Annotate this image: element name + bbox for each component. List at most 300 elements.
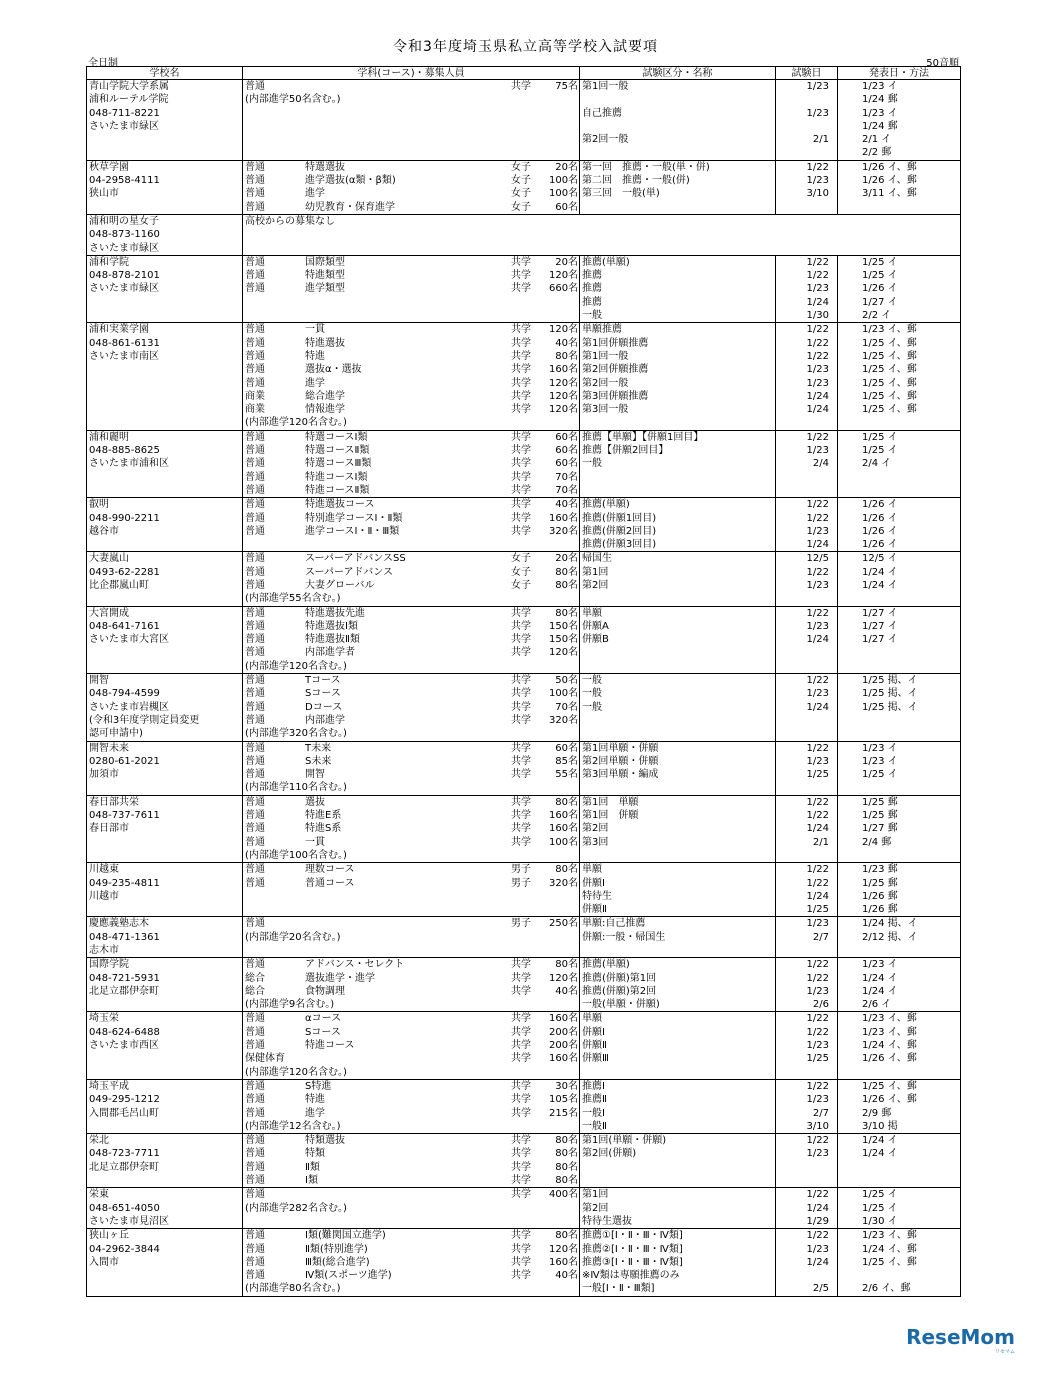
announcement: 1/23 イ xyxy=(862,81,898,92)
exam-date: 1/23 xyxy=(806,283,829,295)
exam-name: 第1回 xyxy=(582,1189,609,1201)
department-type: 普通 xyxy=(245,1243,265,1255)
school-info-cell xyxy=(87,1229,243,1296)
header-row xyxy=(87,67,961,80)
school-row xyxy=(87,430,961,497)
student-gender: 共学 xyxy=(511,364,531,376)
announcement-cell xyxy=(838,1188,961,1229)
exam-date: 1/22 xyxy=(806,810,829,822)
exam-date xyxy=(776,93,837,106)
exam-name-cell xyxy=(580,1188,776,1229)
department-cell xyxy=(243,917,580,958)
course-name: 進学コースⅠ・Ⅱ・Ⅲ類 xyxy=(305,525,400,537)
exam-date: 1/30 xyxy=(806,310,829,322)
capacity: 60名 xyxy=(555,445,578,457)
header-exam: 試験区分・名称 xyxy=(580,67,776,80)
course-name: Tコース xyxy=(305,675,341,687)
school-info-cell xyxy=(87,214,243,255)
capacity: 80名 xyxy=(555,1161,578,1173)
exam-name-cell xyxy=(580,958,776,1012)
exam-date-cell xyxy=(776,160,838,214)
exam-date-cell xyxy=(776,795,838,862)
department-type: 普通 xyxy=(245,471,265,483)
school-info-line: 048-723-7711 xyxy=(89,1148,160,1160)
school-info-cell xyxy=(87,741,243,795)
exam-name: 一般(単願・併願) xyxy=(582,999,660,1011)
exam-name: 第2回 xyxy=(582,1202,609,1214)
exam-name: 第2回一般 xyxy=(582,377,629,389)
student-gender: 共学 xyxy=(511,484,531,496)
exam-date: 1/22 xyxy=(806,742,829,754)
exam-date: 1/25 xyxy=(806,904,829,916)
school-row xyxy=(87,863,961,917)
course-name: Ⅳ類(スポーツ進学) xyxy=(305,1270,392,1282)
course-name: 選抜 xyxy=(305,796,325,808)
course-name: 一貫 xyxy=(305,836,325,848)
exam-date-cell xyxy=(776,552,838,606)
course-name: 特進 xyxy=(305,1094,325,1106)
announcement: 1/25 イ xyxy=(862,445,898,457)
student-gender: 共学 xyxy=(511,647,531,659)
announcement: 2/6 イ xyxy=(862,999,892,1011)
document-title: 令和3年度埼玉県私立高等学校入試要項 xyxy=(393,39,658,55)
student-gender: 共学 xyxy=(511,675,531,687)
exam-name: 一般Ⅰ xyxy=(582,1107,605,1119)
announcement: 1/25 イ、郵 xyxy=(862,404,917,416)
exam-date: 1/22 xyxy=(806,1080,829,1092)
course-name: 特進類型 xyxy=(305,270,345,282)
department-line xyxy=(243,566,579,579)
exam-date: 1/22 xyxy=(806,1013,829,1025)
student-gender: 女子 xyxy=(511,566,531,578)
school-row xyxy=(87,674,961,741)
department-line xyxy=(243,512,579,525)
exam-date: 2/7 xyxy=(812,1107,829,1119)
course-name: Sコース xyxy=(305,1026,341,1038)
exam-date: 1/22 xyxy=(806,499,829,511)
department-line xyxy=(243,350,579,363)
exam-date: 1/22 xyxy=(806,607,829,619)
department-type: 普通 xyxy=(245,1080,265,1092)
exam-name: 単願:自己推薦 xyxy=(582,918,646,930)
announcement-cell xyxy=(838,498,961,552)
school-name: 狭山ヶ丘 xyxy=(89,1230,129,1242)
department-note: (内部進学282名含む。) xyxy=(245,1202,347,1214)
announcement: 2/6 イ、郵 xyxy=(862,1283,911,1295)
department-line xyxy=(243,822,579,835)
department-type: 普通 xyxy=(245,864,265,876)
school-info-line: さいたま市緑区 xyxy=(89,242,159,254)
course-name: 進学類型 xyxy=(305,283,345,295)
capacity: 320名 xyxy=(549,525,579,537)
exam-date: 1/22 xyxy=(806,256,829,268)
exam-date-cell xyxy=(776,741,838,795)
exam-date: 3/10 xyxy=(806,188,829,200)
capacity: 120名 xyxy=(549,972,579,984)
school-row xyxy=(87,1188,961,1229)
course-name: 大妻グローバル xyxy=(305,579,375,591)
exam-name: 併願Ⅱ xyxy=(582,904,607,916)
exam-date: 2/6 xyxy=(812,999,829,1011)
student-gender: 共学 xyxy=(511,431,531,443)
school-info-cell xyxy=(87,160,243,214)
course-name: 国際類型 xyxy=(305,256,345,268)
capacity: 80名 xyxy=(555,350,578,362)
school-info-line: 048-885-8625 xyxy=(89,445,160,457)
department-type: 普通 xyxy=(245,877,265,889)
exam-date xyxy=(776,146,837,159)
department-line xyxy=(243,646,579,659)
capacity: 120名 xyxy=(549,647,579,659)
announcement: 2/2 イ xyxy=(862,310,892,322)
school-info-line: 春日部市 xyxy=(89,823,129,835)
announcement: 1/23 イ、郵 xyxy=(862,1230,917,1242)
department-type: 普通 xyxy=(245,823,265,835)
department-note: (内部進学12名含む。) xyxy=(245,1120,341,1132)
course-name: 総合進学 xyxy=(305,390,345,402)
department-line xyxy=(243,337,579,350)
department-type: 普通 xyxy=(245,755,265,767)
department-line xyxy=(243,1080,579,1093)
exam-name: 第1回単願・併願 xyxy=(582,742,659,754)
department-type: 普通 xyxy=(245,918,265,930)
capacity: 60名 xyxy=(555,458,578,470)
course-name: 特選コースⅢ類 xyxy=(305,458,372,470)
announcement: 1/25 イ xyxy=(862,270,898,282)
school-info-cell xyxy=(87,552,243,606)
capacity: 150名 xyxy=(549,634,579,646)
student-gender: 共学 xyxy=(511,1094,531,1106)
school-info-line: 加須市 xyxy=(89,769,119,781)
course-name: 特別進学コースⅠ・Ⅱ類 xyxy=(305,512,403,524)
student-gender: 共学 xyxy=(511,607,531,619)
department-type: 普通 xyxy=(245,634,265,646)
department-type: 普通 xyxy=(245,836,265,848)
school-name: 秋草学園 xyxy=(89,161,129,173)
announcement: 1/24 イ xyxy=(862,579,898,591)
student-gender: 共学 xyxy=(511,350,531,362)
exam-name: 単願推薦 xyxy=(582,324,622,336)
exam-name-cell xyxy=(580,430,776,497)
exam-date: 1/25 xyxy=(806,1053,829,1065)
school-name: 浦和実業学園 xyxy=(89,324,149,336)
department-cell xyxy=(243,80,580,161)
department-line xyxy=(243,620,579,633)
department-line xyxy=(243,1093,579,1106)
exam-name: 一般[Ⅰ・Ⅱ・Ⅲ類] xyxy=(582,1283,655,1295)
exam-name: 第1回一般 xyxy=(582,350,629,362)
department-line xyxy=(243,809,579,822)
exam-name: ※Ⅳ類は専願推薦のみ xyxy=(582,1270,680,1282)
resemom-logo: ReseMom xyxy=(906,1325,1015,1349)
exam-date: 1/23 xyxy=(806,918,829,930)
department-note: (内部進学320名含む。) xyxy=(245,728,347,740)
department-cell xyxy=(243,606,580,673)
announcement: 1/26 イ xyxy=(862,525,898,537)
announcement: 1/24 イ、郵 xyxy=(862,1243,917,1255)
exam-date: 2/1 xyxy=(812,836,829,848)
course-name: 特進コース xyxy=(305,1040,355,1052)
student-gender: 共学 xyxy=(511,755,531,767)
capacity: 160名 xyxy=(549,1053,579,1065)
header-date: 試験日 xyxy=(776,67,838,80)
department-line xyxy=(243,484,579,497)
announcement: 1/25 イ、郵 xyxy=(862,350,917,362)
announcement: 1/25 掲、イ xyxy=(862,675,918,687)
exam-date: 1/24 xyxy=(806,390,829,402)
exam-date: 1/23 xyxy=(806,525,829,537)
exam-date: 1/23 xyxy=(806,579,829,591)
student-gender: 共学 xyxy=(511,1230,531,1242)
department-type: 普通 xyxy=(245,1230,265,1242)
exam-date: 1/23 xyxy=(806,175,829,187)
capacity: 40名 xyxy=(555,337,578,349)
student-gender: 共学 xyxy=(511,256,531,268)
department-cell xyxy=(243,1134,580,1188)
department-line xyxy=(243,161,579,174)
exam-name: 第2回単願・併願 xyxy=(582,755,659,767)
department-type: 普通 xyxy=(245,1094,265,1106)
exam-name: 推薦 xyxy=(582,270,602,282)
announcement: 1/23 イ xyxy=(862,755,898,767)
school-row xyxy=(87,606,961,673)
exam-date: 1/23 xyxy=(806,1040,829,1052)
student-gender: 共学 xyxy=(511,972,531,984)
department-line xyxy=(243,917,579,930)
course-name: 選抜α・選抜 xyxy=(305,364,362,376)
school-name: 浦和学院 xyxy=(89,256,129,268)
exam-name: 推薦 xyxy=(582,283,602,295)
school-info-line: 048-651-4050 xyxy=(89,1202,160,1214)
school-row xyxy=(87,1012,961,1079)
exam-date-cell xyxy=(776,1188,838,1229)
exam-date: 1/23 xyxy=(806,1148,829,1160)
exam-name-cell xyxy=(580,323,776,430)
exam-name: 単願 xyxy=(582,1013,602,1025)
department-line xyxy=(243,958,579,971)
school-info-cell xyxy=(87,917,243,958)
capacity: 120名 xyxy=(549,377,579,389)
capacity: 80名 xyxy=(555,566,578,578)
department-cell xyxy=(243,498,580,552)
exam-date: 1/24 xyxy=(806,701,829,713)
announcement: 1/25 イ、郵 xyxy=(862,1256,917,1268)
announcement: 1/26 イ xyxy=(862,283,898,295)
student-gender: 共学 xyxy=(511,337,531,349)
exam-name: 推薦(単願) xyxy=(582,959,630,971)
capacity: 80名 xyxy=(555,1135,578,1147)
student-gender: 共学 xyxy=(511,1040,531,1052)
department-type: 普通 xyxy=(245,810,265,822)
announcement: 1/25 郵 xyxy=(862,810,898,822)
announcement: 1/24 イ xyxy=(862,1148,898,1160)
department-line xyxy=(243,714,579,727)
department-type: 普通 xyxy=(245,1256,265,1268)
department-line xyxy=(243,579,579,592)
department-type: 普通 xyxy=(245,1175,265,1187)
student-gender: 共学 xyxy=(511,404,531,416)
school-row xyxy=(87,498,961,552)
exam-name: 推薦【単願】【併願1回目】 xyxy=(582,431,704,443)
student-gender: 共学 xyxy=(511,458,531,470)
course-name: 特選コースⅠ類 xyxy=(305,431,368,443)
capacity: 85名 xyxy=(555,755,578,767)
student-gender: 共学 xyxy=(511,1161,531,1173)
course-name: 選抜進学・進学 xyxy=(305,972,375,984)
exam-name: 一般 xyxy=(582,310,602,322)
exam-name: 第2回一般 xyxy=(582,134,629,146)
course-name: S特進 xyxy=(305,1080,332,1092)
exam-date: 1/22 xyxy=(806,337,829,349)
exam-name xyxy=(580,146,775,159)
capacity: 200名 xyxy=(549,1026,579,1038)
school-info-cell xyxy=(87,498,243,552)
course-name: 特進S系 xyxy=(305,823,342,835)
capacity: 75名 xyxy=(555,81,578,92)
announcement-cell xyxy=(838,1079,961,1133)
exam-name: 一般 xyxy=(582,701,602,713)
capacity: 80名 xyxy=(555,864,578,876)
school-info-cell xyxy=(87,863,243,917)
department-type: 普通 xyxy=(245,377,265,389)
exam-date: 1/22 xyxy=(806,512,829,524)
school-name: 開智未来 xyxy=(89,742,129,754)
department-line xyxy=(243,687,579,700)
capacity: 20名 xyxy=(555,161,578,173)
exam-name: 第3回 xyxy=(582,836,609,848)
school-row xyxy=(87,741,961,795)
exam-name: 一般Ⅱ xyxy=(582,1120,607,1132)
exam-date: 2/4 xyxy=(812,458,829,470)
department-type: 普通 xyxy=(245,256,265,268)
exam-name-cell xyxy=(580,795,776,862)
exam-date xyxy=(776,1269,837,1282)
exam-date: 1/24 xyxy=(806,404,829,416)
exam-date: 1/23 xyxy=(806,985,829,997)
announcement: 1/23 イ、郵 xyxy=(862,324,917,336)
capacity: 100名 xyxy=(549,688,579,700)
exam-name-cell xyxy=(580,160,776,214)
capacity: 105名 xyxy=(549,1094,579,1106)
school-info-cell xyxy=(87,1134,243,1188)
capacity: 200名 xyxy=(549,1040,579,1052)
student-gender: 男子 xyxy=(511,864,531,876)
capacity: 40名 xyxy=(555,985,578,997)
exam-name-cell xyxy=(580,80,776,161)
school-name: 叡明 xyxy=(89,499,109,511)
exam-date: 1/23 xyxy=(806,688,829,700)
department-type: 普通 xyxy=(245,1013,265,1025)
department-line xyxy=(243,377,579,390)
student-gender: 共学 xyxy=(511,634,531,646)
department-line xyxy=(243,1134,579,1147)
student-gender: 共学 xyxy=(511,270,531,282)
course-name: 内部進学者 xyxy=(305,647,355,659)
student-gender: 男子 xyxy=(511,877,531,889)
announcement: 1/25 イ xyxy=(862,431,898,443)
course-name: Ⅲ類(総合進学) xyxy=(305,1256,370,1268)
exam-date: 1/22 xyxy=(806,796,829,808)
announcement: 1/24 郵 xyxy=(862,94,898,106)
exam-name: 単願 xyxy=(582,864,602,876)
exam-date: 1/25 xyxy=(806,769,829,781)
course-name: 特類選抜 xyxy=(305,1135,345,1147)
course-name: 進学 xyxy=(305,188,325,200)
department-type: 普通 xyxy=(245,499,265,511)
exam-name: 推薦(併願)第1回 xyxy=(582,972,657,984)
department-type: 普通 xyxy=(245,566,265,578)
exam-name: 一般 xyxy=(582,675,602,687)
department-line xyxy=(243,1147,579,1160)
exam-date: 3/10 xyxy=(806,1120,829,1132)
exam-name: 推薦③[Ⅰ・Ⅱ・Ⅲ・Ⅳ類] xyxy=(582,1256,683,1268)
department-cell xyxy=(243,430,580,497)
course-name: アドバンス・セレクト xyxy=(305,959,405,971)
student-gender: 女子 xyxy=(511,175,531,187)
school-info-line: さいたま市岩槻区 xyxy=(89,701,169,713)
department-cell xyxy=(243,160,580,214)
exam-name: 推薦(併願3回目) xyxy=(582,539,657,551)
exam-name: 第2回 xyxy=(582,823,609,835)
exam-date: 1/23 xyxy=(806,107,829,119)
announcement: 1/27 イ xyxy=(862,607,898,619)
capacity: 400名 xyxy=(549,1189,579,1201)
course-name: Ⅰ類 xyxy=(305,1175,318,1187)
student-gender: 共学 xyxy=(511,324,531,336)
school-info-line: 048-721-5931 xyxy=(89,972,160,984)
department-line xyxy=(243,187,579,200)
announcement-cell xyxy=(838,606,961,673)
department-line xyxy=(243,1229,579,1242)
school-info-line: さいたま市緑区 xyxy=(89,283,159,295)
exam-date: 1/23 xyxy=(806,620,829,632)
capacity: 160名 xyxy=(549,810,579,822)
exam-date-cell xyxy=(776,430,838,497)
exam-date-cell xyxy=(776,1079,838,1133)
school-info-line: さいたま市浦和区 xyxy=(89,458,169,470)
exam-date: 1/24 xyxy=(806,890,829,902)
school-info-cell xyxy=(87,430,243,497)
announcement-cell xyxy=(838,1229,961,1296)
exam-name: 第2回(併願) xyxy=(582,1148,637,1160)
exam-name: 併願A xyxy=(582,620,609,632)
department-type: 普通 xyxy=(245,458,265,470)
course-name xyxy=(305,917,511,930)
school-name: 栄東 xyxy=(89,1189,109,1201)
announcement-cell xyxy=(838,741,961,795)
course-name: 特進E系 xyxy=(305,810,342,822)
school-name: 開智 xyxy=(89,675,109,687)
department-line xyxy=(243,256,579,269)
department-line xyxy=(243,972,579,985)
department-line xyxy=(243,1256,579,1269)
department-line xyxy=(243,431,579,444)
exam-date: 1/23 xyxy=(806,1094,829,1106)
announcement: 1/27 郵 xyxy=(862,823,898,835)
school-info-cell xyxy=(87,1012,243,1079)
student-gender: 女子 xyxy=(511,161,531,173)
school-row xyxy=(87,917,961,958)
department-line xyxy=(243,1161,579,1174)
exam-date: 1/22 xyxy=(806,324,829,336)
header-school: 学校名 xyxy=(87,67,243,80)
exam-date: 2/1 xyxy=(812,134,829,146)
school-name: 浦和明の星女子 xyxy=(89,215,159,227)
department-cell xyxy=(243,1012,580,1079)
exam-name: 推薦(単願) xyxy=(582,256,630,268)
student-gender: 共学 xyxy=(511,1175,531,1187)
announcement: 1/24 イ xyxy=(862,1135,898,1147)
